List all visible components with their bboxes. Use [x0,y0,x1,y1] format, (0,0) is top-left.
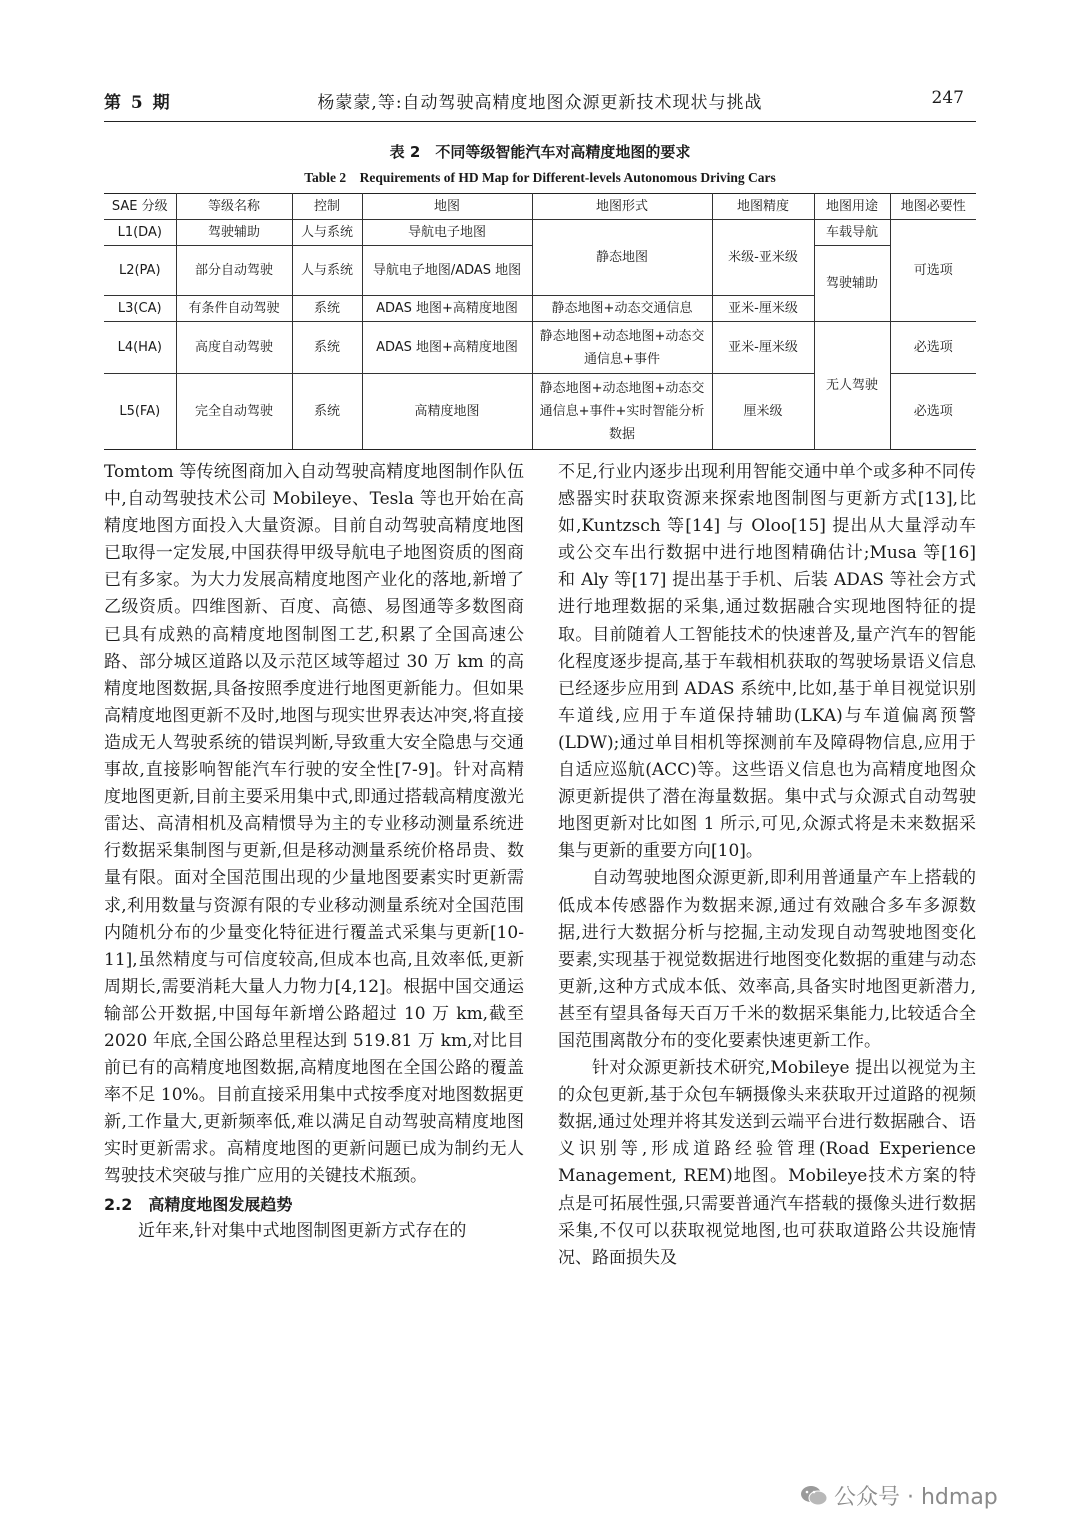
table-cell: 驾驶辅助 [814,246,890,322]
table-header-cell: 地图 [362,194,532,220]
table-cell: 静态地图+动态地图+动态交通信息+事件+实时智能分析数据 [532,374,712,450]
body-paragraph: 自动驾驶地图众源更新,即利用普通量产车上搭载的低成本传感器作为数据来源,通过有效融合多车多源数据,进行大数据分析与挖掘,主动发现自动驾驶地图变化要素,实现基于视觉数据进行地图变化数据的重建与动态更新,这种方式成本低、效率高,具备实时地图更新潜力,甚至有望具备每天百万千米的数据采集能力,比较适合全国范围离散分布的变化要素快速更新工作。 [558,868,976,1051]
table-cell: L2(PA) [104,246,176,296]
table-header-cell: 地图形式 [532,194,712,220]
issue-number: 第 5 期 [104,93,172,113]
table-header-cell: 地图精度 [712,194,814,220]
section-heading: 2.2 高精度地图发展趋势 [104,1194,293,1214]
table-row [104,220,976,246]
table-cell: 静态地图 [532,220,712,296]
table-caption-zh: 表 2 不同等级智能汽车对高精度地图的要求 [389,143,691,161]
table-cell: 导航电子地图/ADAS 地图 [362,246,532,296]
table-cell: 米级-亚米级 [712,220,814,296]
table-caption-en: Table 2 Requirements of HD Map for Different-levels Autonomous Driving Cars [304,170,776,185]
table-header-row [104,194,976,220]
running-title: 杨蒙蒙,等:自动驾驶高精度地图众源更新技术现状与挑战 [317,93,763,113]
table-cell: 静态地图+动态地图+动态交通信息+事件 [532,322,712,374]
table-cell: 有条件自动驾驶 [176,296,292,322]
right-column [558,459,976,1272]
table-cell: 完全自动驾驶 [176,374,292,450]
wechat-icon [800,1485,828,1507]
table-header-cell: 地图用途 [814,194,890,220]
table-cell: 系统 [292,296,362,322]
table-cell: 车载导航 [814,220,890,246]
table-cell: 静态地图+动态交通信息 [532,296,712,322]
table-header-cell: 控制 [292,194,362,220]
requirements-table [104,193,976,450]
table-cell: 高精度地图 [362,374,532,450]
body-paragraph: Tomtom 等传统图商加入自动驾驶高精度地图制作队伍中,自动驾驶技术公司 Mobileye、Tesla 等也开始在高精度地图方面投入大量资源。目前自动驾驶高精度地图已取得一定发展,中国获得甲级导航电子地图资质的图商已有多家。为大力发展高精度地图产业化的落地,新增了乙级资质。四维图新、百度、高德、易图通等多数图商已具有成熟的高精度地图制图工艺,积累了全国高速公路、部分城区道路以及示范区域等超过 30 万 km 的高精度地图数据,具备按照季度进行地图更新能力。但如果高精度地图更新不及时,地图与现实世界表达冲突,将直接造成无人驾驶系统的错误判断,导致重大安全隐患与交通事故,直接影响智能汽车行驶的安全性[7-9]。针对高精度地图更新,目前主要采用集中式,即通过搭载高精度激光雷达、高清相机及高精惯导为主的专业移动测量系统进行数据采集制图与更新,但是移动测量系统价格昂贵、数量有限。面对全国范围出现的少量地图要素实时更新需求,利用数量与资源有限的专业移动测量系统对全国范围内随机分布的少量变化特征进行覆盖式采集与更新[10-11],虽然精度与可信度较高,但成本也高,且效率低,更新周期长,需要消耗大量人力物力[4,12]。根据中国交通运输部公开数据,中国每年新增公路超过 10 万 km,截至 2020 年底,全国公路总里程达到 519.81 万 km,对比目前已有的高精度地图数据,高精度地图在全国公路的覆盖率不足 10%。目前直接采用集中式按季度对地图数据更新,工作量大,更新频率低,难以满足自动驾驶高精度地图实时更新需求。高精度地图的更新问题已成为制约无人驾驶技术突破与推广应用的关键技术瓶颈。 [104,462,524,1187]
table-row [104,322,976,374]
header-rule [104,121,976,122]
table-cell: 亚米-厘米级 [712,322,814,374]
body-paragraph: 针对众源更新技术研究,Mobileye 提出以视觉为主的众包更新,基于众包车辆摄像头来获取开过道路的视频数据,通过处理并将其发送到云端平台进行数据融合、语义识别等,形成道路经验管理(Road Experience Management, REM)地图。Mobileye技术方案的特点是可拓展性强,只需要普通汽车搭载的摄像头进行数据采集,不仅可以获取视觉地图,也可获取道路公共设施情况、路面损失及 [558,1058,976,1268]
table-cell: L5(FA) [104,374,176,450]
table-header-cell: SAE 分级 [104,194,176,220]
table-cell: L4(HA) [104,322,176,374]
running-header [104,88,976,122]
table-header-cell: 地图必要性 [890,194,976,220]
table-cell: 驾驶辅助 [176,220,292,246]
table-cell: ADAS 地图+高精度地图 [362,296,532,322]
table-cell: 必选项 [890,322,976,374]
table-cell: 亚米-厘米级 [712,296,814,322]
table-cell: 导航电子地图 [362,220,532,246]
body-paragraph: 不足,行业内逐步出现利用智能交通中单个或多种不同传感器实时获取资源来探索地图制图与更新方式[13],比如,Kuntzsch 等[14] 与 Oloo[15] 提出从大量浮动车或公交车出行数据中进行地图精确估计;Musa 等[16] 和 Aly 等[17] 提出基于手机、后装 ADAS 等社会方式进行地理数据的采集,通过数据融合实现地图特征的提取。目前随着人工智能技术的快速普及,量产汽车的智能化程度逐步提高,基于车载相机获取的驾驶场景语义信息已经逐步应用到 ADAS 系统中,比如,基于单目视觉识别车道线,应用于车道保持辅助(LKA)与车道偏离预警(LDW);通过单目相机等探测前车及障碍物信息,应用于自适应巡航(ACC)等。这些语义信息也为高精度地图众源更新提供了潜在海量数据。集中式与众源式自动驾驶地图更新对比如图 1 所示,可见,众源式将是未来数据采集与更新的重要方向[10]。 [558,462,976,862]
table-cell: L1(DA) [104,220,176,246]
table-cell: 人与系统 [292,246,362,296]
page-number: 247 [931,88,964,108]
watermark-text: 公众号 · hdmap [834,1485,998,1510]
table-header-cell: 等级名称 [176,194,292,220]
table-cell: 系统 [292,322,362,374]
body-paragraph: 近年来,针对集中式地图制图更新方式存在的 [138,1220,467,1241]
table-cell: 高度自动驾驶 [176,322,292,374]
table-cell: 厘米级 [712,374,814,450]
table-cell: 可选项 [890,220,976,322]
table-cell: 系统 [292,374,362,450]
table-cell: ADAS 地图+高精度地图 [362,322,532,374]
table-cell: L3(CA) [104,296,176,322]
table-cell: 部分自动驾驶 [176,246,292,296]
wechat-watermark [800,1480,1060,1514]
table-cell: 人与系统 [292,220,362,246]
table-cell: 必选项 [890,374,976,450]
left-column [104,459,524,1245]
table-cell: 无人驾驶 [814,322,890,450]
